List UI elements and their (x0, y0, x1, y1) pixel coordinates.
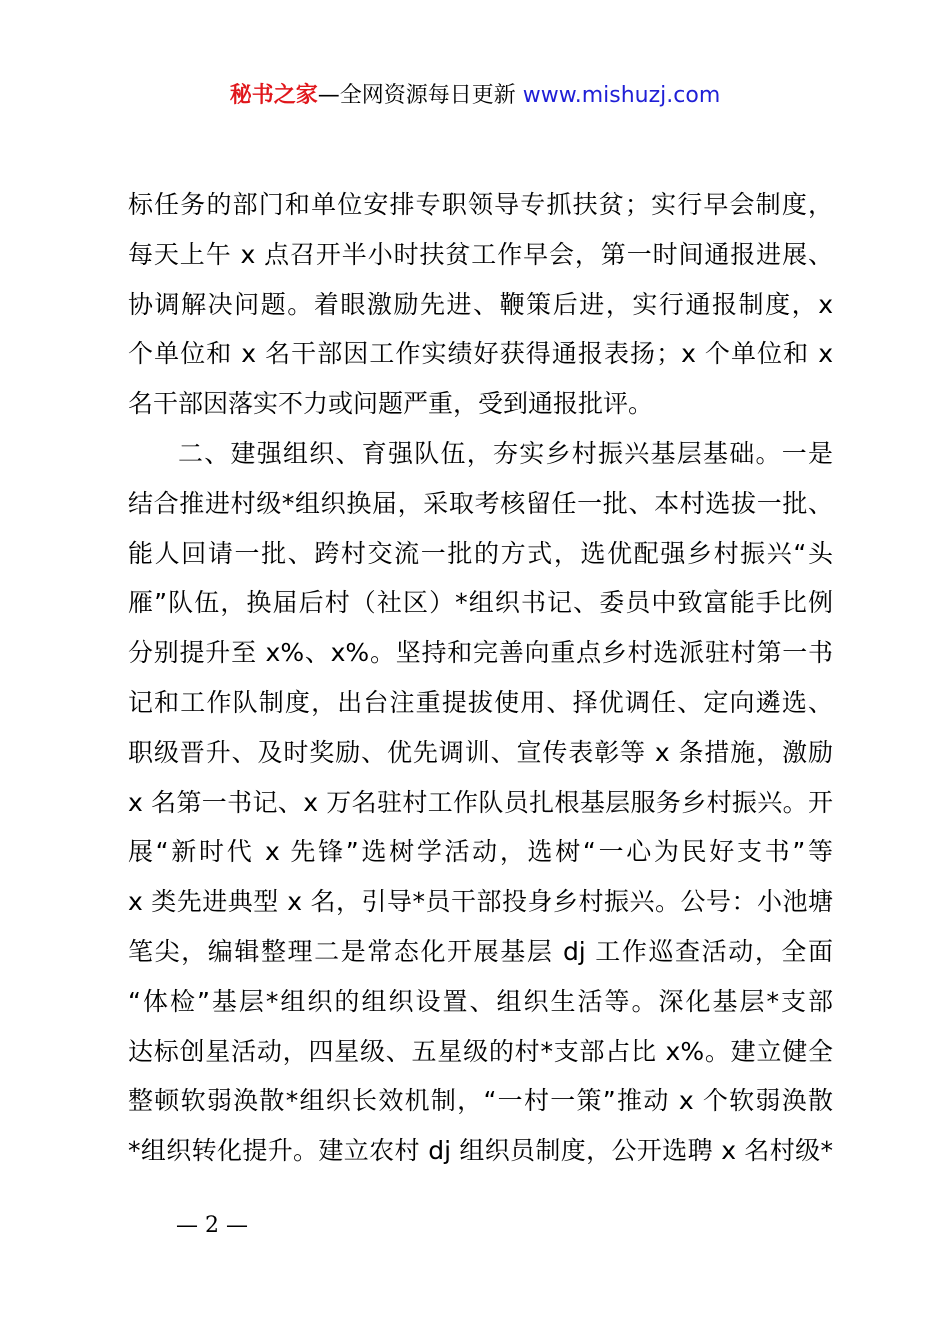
text-line: 分别提升至 x%、x%。坚持和完善向重点乡村选派驻村第一书 (128, 638, 833, 668)
text-line: 整顿软弱涣散*组织长效机制，“一村一策”推动 x 个软弱涣散 (128, 1086, 833, 1116)
text-line: 能人回请一批、跨村交流一批的方式，选优配强乡村振兴“头 (128, 538, 833, 568)
text-line: “体检”基层*组织的组织设置、组织生活等。深化基层*支部 (128, 986, 833, 1016)
text-line: 名干部因落实不力或问题严重，受到通报批评。 (128, 389, 654, 419)
text-line: 每天上午 x 点召开半小时扶贫工作早会，第一时间通报进展、 (128, 239, 833, 269)
text-line: 展“新时代 x 先锋”选树学活动，选树“一心为民好支书”等 (128, 837, 833, 867)
section-heading-line: 二、建强组织、育强队伍，夯实乡村振兴基层基础。一是 (178, 438, 833, 468)
text-line: 标任务的部门和单位安排专职领导专抓扶贫；实行早会制度， (128, 190, 833, 219)
text-line: 笔尖，编辑整理二是常态化开展基层 dj 工作巡查活动，全面 (128, 936, 833, 966)
site-brand: 秘书之家 (229, 83, 318, 108)
site-header (0, 80, 950, 112)
text-line: 记和工作队制度，出台注重提拔使用、择优调任、定向遴选、 (128, 687, 833, 717)
text-line: x 名第一书记、x 万名驻村工作队员扎根基层服务乡村振兴。开 (128, 787, 833, 817)
text-line: 雁”队伍，换届后村（社区）*组织书记、委员中致富能手比例 (128, 588, 833, 618)
site-tagline: —全网资源每日更新 (317, 83, 523, 108)
document-body (128, 180, 833, 1176)
text-line: 个单位和 x 名干部因工作实绩好获得通报表扬；x 个单位和 x (128, 339, 833, 369)
page-number: — 2 — (176, 1213, 248, 1238)
text-line: *组织转化提升。建立农村 dj 组织员制度，公开选聘 x 名村级* (128, 1136, 833, 1166)
text-line: 结合推进村级*组织换届，采取考核留任一批、本村选拔一批、 (128, 488, 833, 518)
text-line: 职级晋升、及时奖励、优先调训、宣传表彰等 x 条措施，激励 (128, 737, 833, 767)
text-line: 达标创星活动，四星级、五星级的村*支部占比 x%。建立健全 (128, 1036, 833, 1066)
site-url-link[interactable]: www.mishuzj.com (522, 83, 721, 108)
text-line: x 类先进典型 x 名，引导*员干部投身乡村振兴。公号：小池塘 (128, 887, 833, 917)
text-line: 协调解决问题。着眼激励先进、鞭策后进，实行通报制度，x (128, 289, 833, 319)
